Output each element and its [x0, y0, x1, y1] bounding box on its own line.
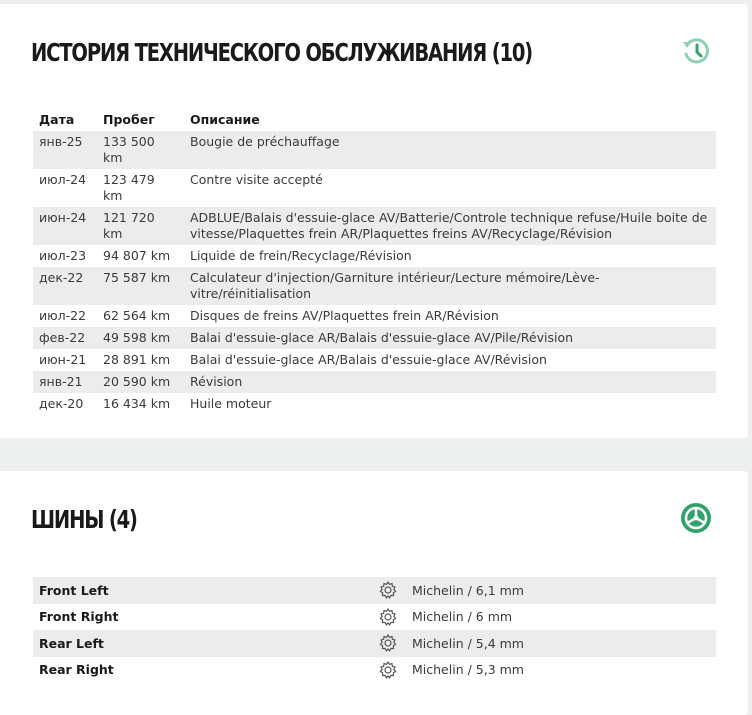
row-description: Bougie de préchauffage	[184, 131, 716, 169]
row-mileage: 62 564 km	[103, 308, 171, 323]
table-row	[33, 131, 716, 169]
row-mileage: 16 434 km	[103, 396, 171, 411]
row-description: Balai d'essuie-glace AR/Balais d'essuie-glace AV/Pile/Révision	[184, 327, 716, 349]
row-date: июн-21	[39, 352, 87, 367]
row-description: Huile moteur	[190, 396, 272, 411]
table-row	[33, 267, 716, 305]
list-item	[33, 577, 716, 604]
list-item	[33, 657, 716, 684]
gear-icon	[378, 607, 400, 627]
gear-icon	[378, 660, 400, 680]
row-date: июл-22	[39, 308, 87, 323]
row-description: Révision	[184, 371, 716, 393]
row-description: Calculateur d'injection/Garniture intérieur/Lecture mémoire/Lève-vitre/réinitialisation	[184, 267, 716, 305]
row-mileage: 123 479 km	[103, 172, 155, 203]
row-description: Disques de freins AV/Plaquettes frein AR/Révision	[190, 308, 499, 323]
row-mileage: 121 720 km	[97, 207, 184, 245]
row-date: июн-24	[33, 207, 97, 245]
table-row	[33, 393, 716, 415]
tire-position: Rear Right	[39, 662, 114, 678]
table-row	[33, 371, 716, 393]
tire-value: Michelin / 5,4 mm	[412, 635, 524, 651]
column-header-mileage: Пробег	[103, 111, 155, 127]
row-mileage: 133 500 km	[97, 131, 184, 169]
row-description: ADBLUE/Balais d'essuie-glace AV/Batterie/Controle technique refuse/Huile boite de vitesse/Plaquettes frein AR/Plaquettes freins AV/Recyclage/Révision	[184, 207, 716, 245]
tire-list	[33, 577, 716, 683]
row-mileage: 94 807 km	[103, 248, 171, 263]
row-date: июл-24	[39, 172, 87, 187]
list-item	[33, 630, 716, 657]
maintenance-table	[33, 107, 716, 415]
row-date: фев-22	[33, 327, 97, 349]
table-row	[33, 327, 716, 349]
table-header-row	[33, 107, 716, 131]
history-icon	[680, 35, 712, 67]
table-row	[33, 349, 716, 371]
tire-value: Michelin / 6,1 mm	[412, 582, 524, 598]
column-header-date: Дата	[39, 111, 75, 127]
row-mileage: 49 598 km	[97, 327, 184, 349]
row-date: дек-22	[33, 267, 97, 305]
table-row	[33, 207, 716, 245]
tire-position: Front Right	[39, 609, 119, 625]
tire-value: Michelin / 6 mm	[412, 609, 513, 625]
row-description: Balai d'essuie-glace AR/Balais d'essuie-glace AV/Révision	[190, 352, 547, 367]
row-mileage: 75 587 km	[97, 267, 184, 305]
tires-title: ШИНЫ (4)	[31, 505, 137, 534]
row-mileage: 28 891 km	[103, 352, 171, 367]
column-header-description: Описание	[190, 111, 260, 127]
row-date: янв-25	[33, 131, 97, 169]
row-date: июл-23	[39, 248, 87, 263]
tire-position: Front Left	[39, 582, 109, 598]
row-mileage: 20 590 km	[97, 371, 184, 393]
gear-icon	[378, 580, 400, 600]
tire-position: Rear Left	[39, 635, 104, 651]
tire-value: Michelin / 5,3 mm	[412, 662, 524, 678]
row-description: Contre visite accepté	[190, 172, 323, 187]
table-row	[33, 245, 716, 267]
table-row	[33, 305, 716, 327]
row-date: дек-20	[39, 396, 84, 411]
row-description: Liquide de frein/Recyclage/Révision	[190, 248, 412, 263]
tire-wheel-icon	[680, 502, 712, 534]
gear-icon	[378, 633, 400, 653]
maintenance-history-title: ИСТОРИЯ ТЕХНИЧЕСКОГО ОБСЛУЖИВАНИЯ (10)	[31, 38, 532, 67]
list-item	[33, 604, 716, 631]
row-date: янв-21	[33, 371, 97, 393]
table-row	[33, 169, 716, 207]
